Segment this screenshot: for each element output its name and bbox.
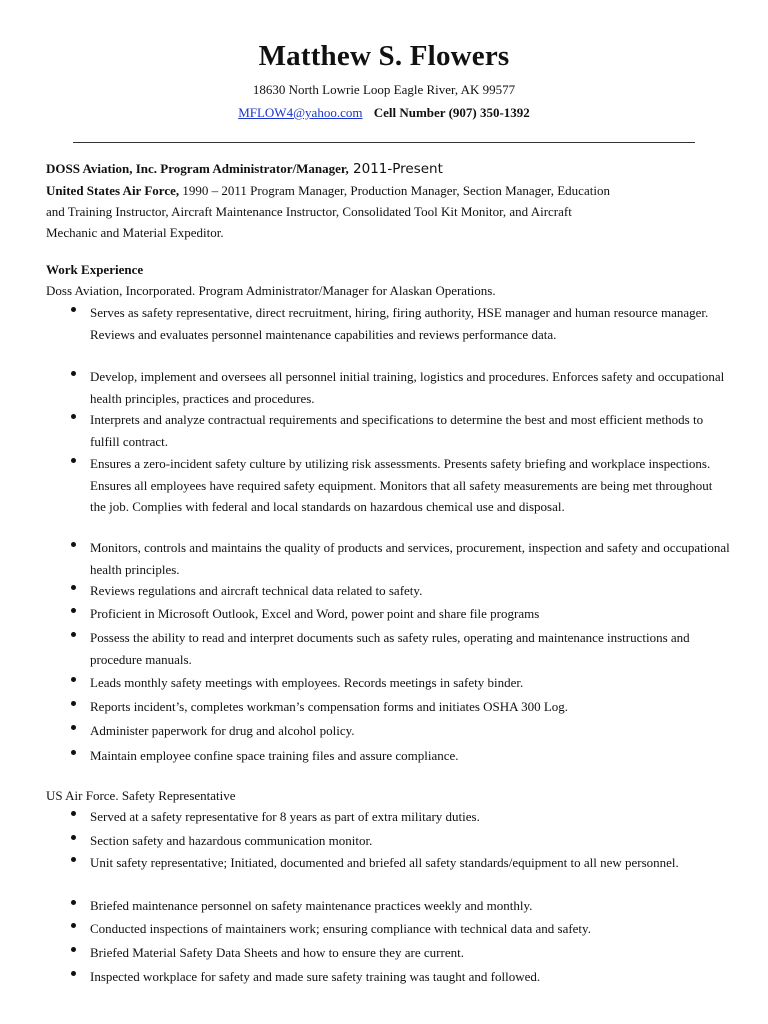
bullet-dot-icon: [71, 835, 76, 840]
usaf-summary-company: United States Air Force,: [46, 183, 180, 198]
bullet-dot-icon: [71, 857, 76, 862]
usaf-bullet-text: Section safety and hazardous communication monitor.: [90, 833, 373, 848]
bullet-dot-icon: [71, 458, 76, 463]
doss-bullet-text: Monitors, controls and maintains the quality of products and services, procurement, inspection and safety and occupational health principles.: [90, 540, 730, 577]
usaf-bullet-text: Unit safety representative; Initiated, documented and briefed all safety standards/equipment to all new personnel.: [90, 855, 679, 870]
bullet-dot-icon: [71, 811, 76, 816]
email-link[interactable]: MFLOW4@yahoo.com: [238, 105, 363, 120]
doss-bullet-text: Maintain employee confine space training files and assure compliance.: [90, 748, 459, 763]
doss-bullet-text: Proficient in Microsoft Outlook, Excel and Word, power point and share file programs: [90, 606, 540, 621]
doss-bullet-text: Administer paperwork for drug and alcohol policy.: [90, 723, 355, 738]
work-experience-heading: Work Experience: [46, 262, 144, 277]
doss-bullet-text: Develop, implement and oversees all personnel initial training, logistics and procedures. Enforces safety and occupational health principles, practices and procedures.: [90, 369, 725, 406]
bullet-dot-icon: [71, 307, 76, 312]
usaf-bullet-text: Served at a safety representative for 8 years as part of extra military duties.: [90, 809, 480, 824]
doss-bullet-text: Reviews regulations and aircraft technical data related to safety.: [90, 583, 423, 598]
usaf-bullet-text: Conducted inspections of maintainers work; ensuring compliance with technical data and safety.: [90, 921, 591, 936]
header-divider: [73, 142, 695, 143]
bullet-dot-icon: [71, 923, 76, 928]
doss-bullet-text: Possess the ability to read and interpret documents such as safety rules, operating and maintenance instructions and procedure manuals.: [90, 630, 690, 667]
doss-bullet-text: Ensures a zero-incident safety culture by utilizing risk assessments. Presents safety briefing and workplace inspections. Ensures all employees have required safety equipment. Monitors that all safety measurements are being met throughout the job. Complies with federal and local standards on hazardous chemical use and disposal.: [90, 456, 713, 514]
doss-summary-company: DOSS Aviation, Inc. Program Administrator/Manager,: [46, 161, 349, 176]
bullet-dot-icon: [71, 750, 76, 755]
bullet-dot-icon: [71, 900, 76, 905]
usaf-summary-line-1: [46, 183, 610, 199]
candidate-name: Matthew S. Flowers: [258, 40, 510, 72]
usaf-bullet-text: Briefed maintenance personnel on safety maintenance practices weekly and monthly.: [90, 898, 533, 913]
usaf-summary-line-2: and Training Instructor, Aircraft Maintenance Instructor, Consolidated Tool Kit Monitor, and Aircraft: [46, 204, 572, 219]
doss-bullet-text: Interprets and analyze contractual requirements and specifications to determine the best and most efficient methods to fulfill contract.: [90, 412, 704, 449]
bullet-dot-icon: [71, 677, 76, 682]
bullet-dot-icon: [71, 608, 76, 613]
bullet-dot-icon: [71, 542, 76, 547]
doss-summary-line: [46, 161, 443, 177]
bullet-dot-icon: [71, 632, 76, 637]
doss-summary-years: 2011-Present: [348, 161, 443, 177]
address-line: 18630 North Lowrie Loop Eagle River, AK 99577: [252, 82, 516, 97]
usaf-bullet-text: Inspected workplace for safety and made sure safety training was taught and followed.: [90, 969, 541, 984]
usaf-bullet-text: Briefed Material Safety Data Sheets and how to ensure they are current.: [90, 945, 464, 960]
usaf-summary-line-3: Mechanic and Material Expeditor.: [46, 225, 224, 240]
usaf-summary-roles: 1990 – 2011 Program Manager, Production Manager, Section Manager, Education: [179, 183, 610, 198]
usaf-job-title: US Air Force. Safety Representative: [46, 788, 236, 803]
bullet-dot-icon: [71, 971, 76, 976]
doss-job-title: Doss Aviation, Incorporated. Program Administrator/Manager for Alaskan Operations.: [46, 283, 496, 298]
bullet-dot-icon: [71, 701, 76, 706]
doss-bullet-text: Reports incident’s, completes workman’s compensation forms and initiates OSHA 300 Log.: [90, 699, 569, 714]
bullet-dot-icon: [71, 947, 76, 952]
doss-bullet-text: Serves as safety representative, direct recruitment, hiring, firing authority, HSE manager and human resource manager. Reviews and evaluates personnel maintenance capabilities and reviews performance data.: [90, 305, 709, 342]
bullet-dot-icon: [71, 414, 76, 419]
bullet-dot-icon: [71, 725, 76, 730]
contact-line: [0, 105, 768, 121]
bullet-dot-icon: [71, 585, 76, 590]
bullet-dot-icon: [71, 371, 76, 376]
cell-number: Cell Number (907) 350-1392: [373, 105, 530, 120]
doss-bullet-text: Leads monthly safety meetings with employees. Records meetings in safety binder.: [90, 675, 524, 690]
